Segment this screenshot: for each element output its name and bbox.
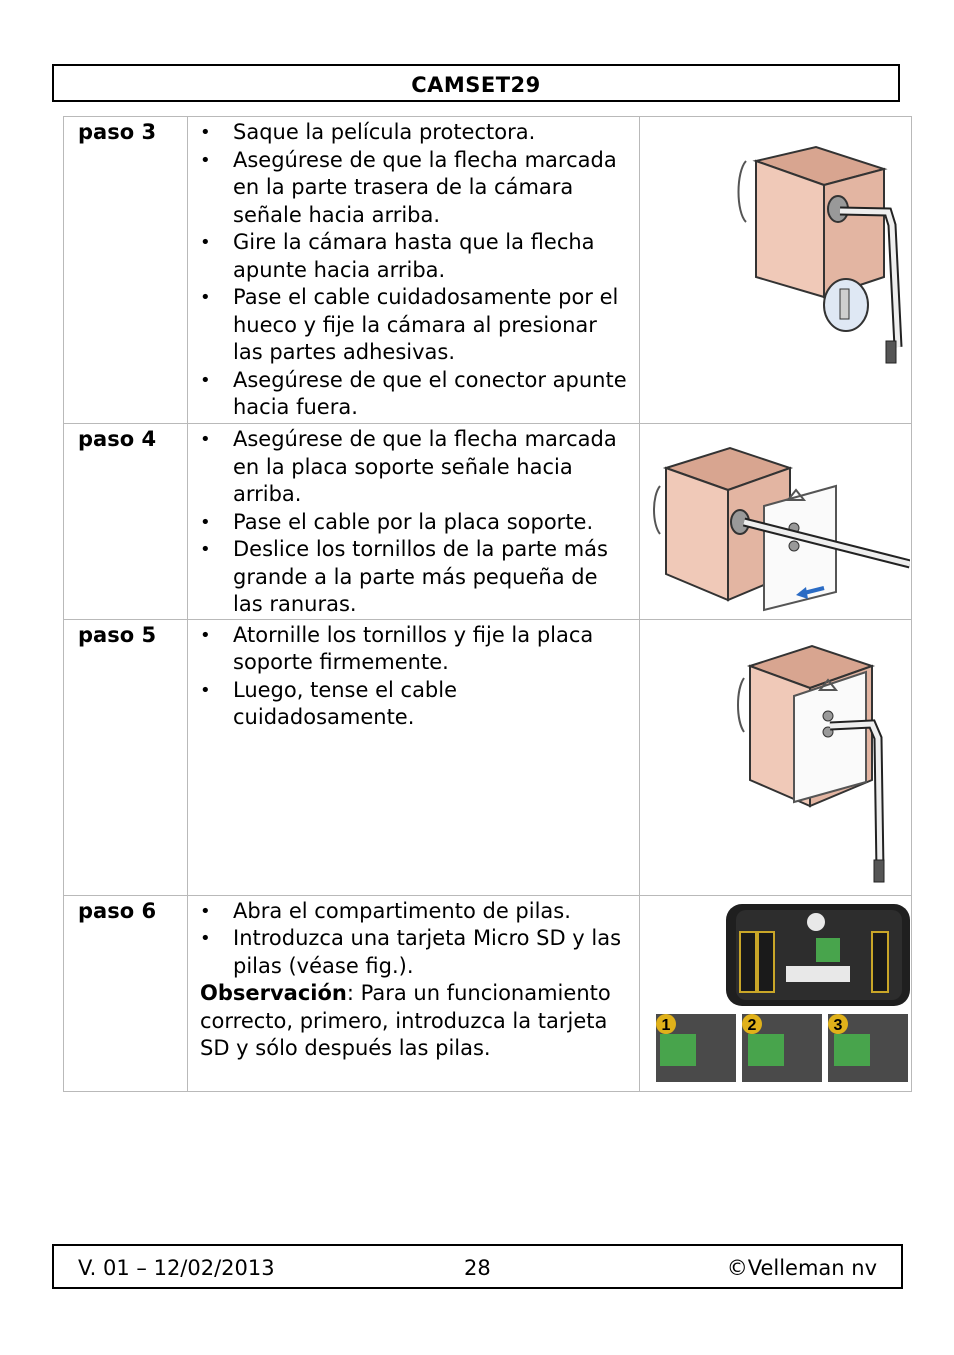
bullet-list — [200, 622, 629, 732]
list-item: • Asegúrese de que la flecha marcada en la parte trasera de la cámara señale hacia arriba. — [200, 147, 629, 230]
note-paragraph — [200, 980, 629, 1063]
mounting-plate-illustration — [640, 424, 910, 618]
step-illustration — [640, 895, 912, 1091]
step-label: paso 4 — [64, 424, 188, 620]
list-item: • Atornille los tornillos y fije la placa soporte firmemente. — [200, 622, 629, 677]
step-badge-group — [656, 1014, 908, 1082]
list-item: • Introduzca una tarjeta Micro SD y las pilas (véase fig.). — [200, 925, 629, 980]
bullet-list — [200, 898, 629, 981]
list-item: • Asegúrese de que el conector apunte hacia fuera. — [200, 367, 629, 422]
step-badge: 2 — [747, 1016, 757, 1034]
list-item: • Pase el cable por la placa soporte. — [200, 509, 629, 537]
step-row — [64, 895, 912, 1091]
step-row — [64, 619, 912, 895]
document-title: CAMSET29 — [411, 73, 541, 97]
step-badge: 3 — [833, 1016, 843, 1034]
bullet-list — [200, 426, 629, 619]
step-description — [188, 117, 640, 424]
step-description — [188, 895, 640, 1091]
list-item: • Luego, tense el cable cuidadosamente. — [200, 677, 629, 732]
page-footer — [52, 1244, 903, 1289]
secured-plate-illustration — [640, 620, 910, 895]
list-item: • Pase el cable cuidadosamente por el hueco y fije la cámara al presionar las partes adhesivas. — [200, 284, 629, 367]
step-description — [188, 424, 640, 620]
page-number: 28 — [464, 1256, 491, 1280]
document-header — [52, 64, 900, 102]
step-illustration — [640, 117, 912, 424]
list-item: • Abra el compartimento de pilas. — [200, 898, 629, 926]
step-label: paso 6 — [64, 895, 188, 1091]
step-badge: 1 — [661, 1016, 671, 1034]
note-text: : Para un funcionamiento correcto, primero, introduzca la tarjeta SD y sólo después las pilas. — [200, 981, 611, 1060]
step-illustration — [640, 424, 912, 620]
note-label: Observación — [200, 981, 347, 1005]
step-illustration — [640, 619, 912, 895]
list-item: • Gire la cámara hasta que la flecha apunte hacia arriba. — [200, 229, 629, 284]
version-label: V. 01 – 12/02/2013 — [78, 1256, 275, 1280]
list-item: • Asegúrese de que la flecha marcada en la placa soporte señale hacia arriba. — [200, 426, 629, 509]
step-label: paso 5 — [64, 619, 188, 895]
step-description — [188, 619, 640, 895]
list-item: • Deslice los tornillos de la parte más grande a la parte más pequeña de las ranuras. — [200, 536, 629, 619]
step-row — [64, 117, 912, 424]
list-item: • Saque la película protectora. — [200, 119, 629, 147]
battery-compartment-illustration — [640, 896, 910, 1091]
camera-mount-illustration — [640, 117, 910, 423]
instruction-table — [63, 116, 912, 1092]
step-label: paso 3 — [64, 117, 188, 424]
step-row — [64, 424, 912, 620]
bullet-list — [200, 119, 629, 422]
copyright-label: ©Velleman nv — [726, 1256, 877, 1280]
